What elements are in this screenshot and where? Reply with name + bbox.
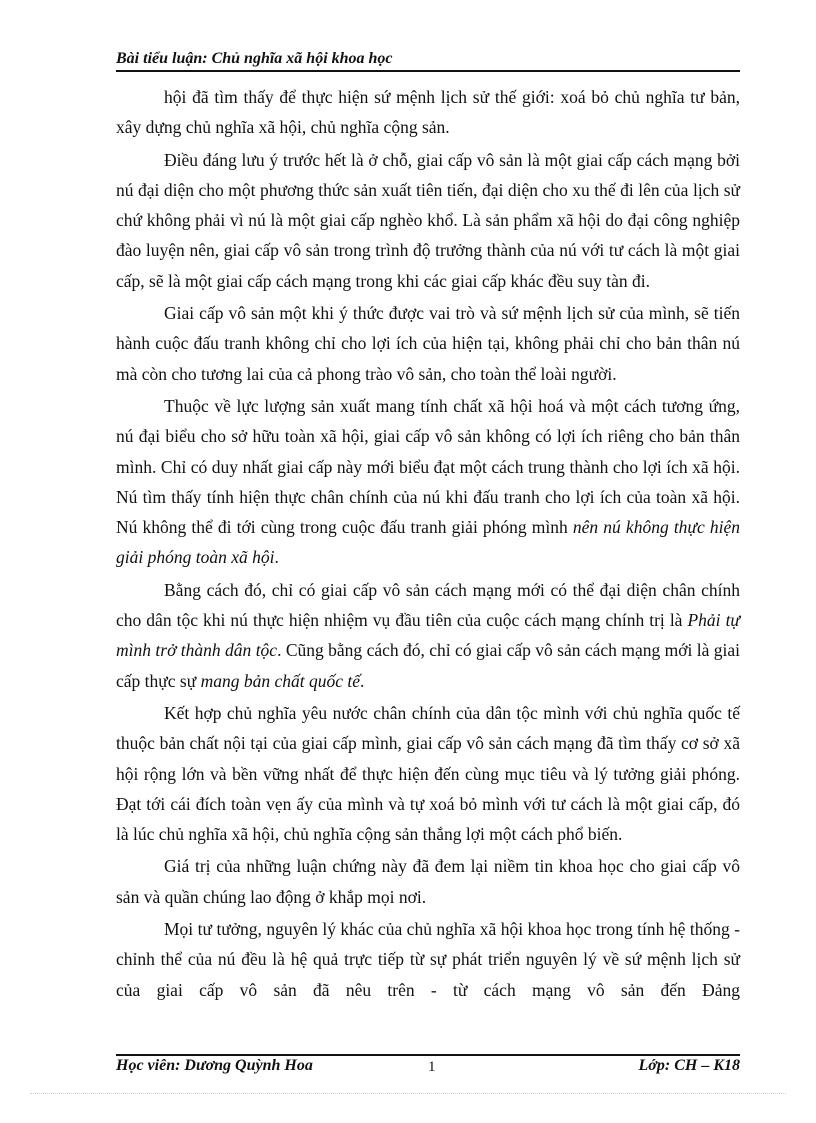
text-segment: . — [274, 547, 279, 568]
text-segment: Thuộc về lực lượng sản xuất mang tính chất xã hội hoá và một cách tương ứng, nú đại biểu cho sở hữu toàn xã hội, giai cấp vô sản không có lợi ích riêng cho bản thân mình. Chỉ có duy nhất giai cấp này mới biểu đạt một cách trung thành cho lợi ích xã hội. Nú tìm thấy tính hiện thực chân chính của nú khi đấu tranh cho lợi ích của toàn xã hội. Nú không thể đi tới cùng trong cuộc đấu tranh giải phóng mình — [116, 395, 740, 538]
footer-student-name: Học viên: Dương Quỳnh Hoa — [116, 1057, 313, 1074]
paragraph — [116, 914, 740, 1005]
header-divider — [116, 70, 740, 72]
document-body — [116, 82, 740, 1007]
italic-text-segment: mang bản chất quốc tế — [200, 670, 360, 691]
text-segment: Kết hợp chủ nghĩa yêu nước chân chính của dân tộc mình với chủ nghĩa quốc tế thuộc bản chất nội tại của giai cấp mình, giai cấp vô sản cách mạng đã tìm thấy cơ sở xã hội rộng lớn và bền vững nhất để thực hiện đến cùng mục tiêu và lý tưởng giải phóng. Đạt tới cái đích toàn vẹn ấy của mình và tự xoá bỏ mình với tư cách là một giai cấp, đó là lúc chủ nghĩa xã hội, chủ nghĩa cộng sản thắng lợi một cách phổ biến. — [116, 702, 740, 845]
page-edge-dots — [30, 1093, 786, 1094]
paragraph — [116, 575, 740, 696]
text-segment: Điều đáng lưu ý trước hết là ở chỗ, giai cấp vô sản là một giai cấp cách mạng bởi nú đại diện cho một phương thức sản xuất tiên tiến, đại diện cho xu thế đi lên của lịch sử chứ không phải vì nú là một giai cấp nghèo khổ. Là sản phẩm xã hội do đại công nghiệp đào luyện nên, giai cấp vô sản trong trình độ trưởng thành của nú với tư cách là một giai cấp, sẽ là một giai cấp cách mạng trong khi các giai cấp khác đều suy tàn đi. — [116, 149, 740, 291]
text-segment: Mọi tư tưởng, nguyên lý khác của chủ nghĩa xã hội khoa học trong tính hệ thống - chỉnh thể của nú đều là hệ quả trực tiếp từ sự phát triển nguyên lý về sứ mệnh lịch sử của giai cấp vô sản đã nêu trên - từ cách mạng vô sản đến Đảng — [116, 919, 740, 1000]
italic-text-segment: Phải tự mình trở thành dân tộc — [116, 610, 740, 661]
paragraph — [116, 391, 740, 573]
paragraph — [116, 82, 740, 143]
paragraph — [116, 698, 740, 849]
page-number: 1 — [428, 1059, 436, 1075]
text-segment: Giai cấp vô sản một khi ý thức được vai trò và sứ mệnh lịch sử của mình, sẽ tiến hành cuộc đấu tranh không chỉ cho lợi ích của hiện tại, không phải chỉ cho bản thân nú mà còn cho tương lai của cả phong trào vô sản, cho toàn thể loài người. — [116, 303, 740, 384]
text-segment: Giá trị của những luận chứng này đã đem lại niềm tin khoa học cho giai cấp vô sản và quần chúng lao động ở khắp mọi nơi. — [116, 856, 740, 907]
text-segment: . Cũng bằng cách đó, chỉ có giai cấp vô sản cách mạng mới là giai cấp thực sự — [116, 640, 740, 691]
paragraph — [116, 298, 740, 389]
footer-divider — [116, 1054, 740, 1056]
footer-class-label: Lớp: CH – K18 — [638, 1057, 740, 1074]
text-segment: hội đã tìm thấy để thực hiện sứ mệnh lịch sử thế giới: xoá bỏ chủ nghĩa tư bản, xây dựng chủ nghĩa xã hội, chủ nghĩa cộng sản. — [116, 87, 740, 138]
paragraph — [116, 145, 740, 296]
page-footer — [116, 1057, 740, 1081]
page-header-title: Bài tiểu luận: Chủ nghĩa xã hội khoa học — [116, 50, 393, 67]
text-segment: . — [360, 670, 365, 691]
paragraph — [116, 851, 740, 912]
italic-text-segment: nên nú không thực hiện giải phóng toàn xã hội — [116, 517, 740, 568]
text-segment: Bằng cách đó, chỉ có giai cấp vô sản cách mạng mới có thể đại diện chân chính cho dân tộc khi nú thực hiện nhiệm vụ đầu tiên của cuộc cách mạng chính trị là — [116, 579, 740, 631]
